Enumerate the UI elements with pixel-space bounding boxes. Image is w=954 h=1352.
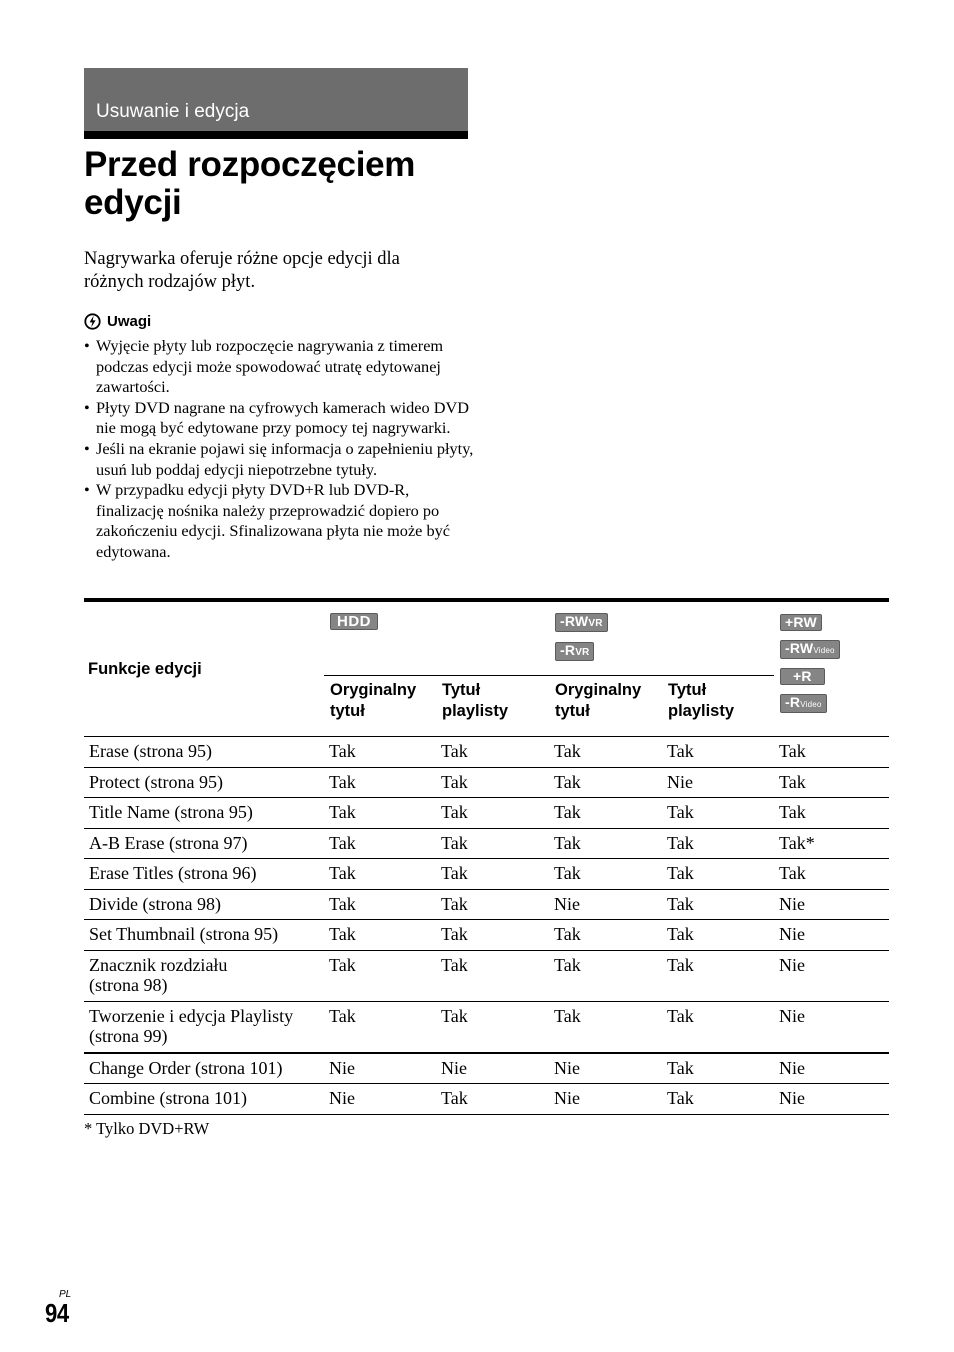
rw-vr-badge: -RWVR xyxy=(555,613,608,632)
hdd-badge: HDD xyxy=(330,613,378,630)
support-cell: Nie xyxy=(549,889,662,920)
support-cell: Tak xyxy=(662,950,774,1001)
table-row xyxy=(84,1053,889,1084)
support-cell: Tak xyxy=(662,1053,774,1084)
note-item: • Jeśli na ekranie pojawi się informacja o zapełnieniu płyty, usuń lub poddaj edycji niepotrzebne tytuły. xyxy=(84,439,474,480)
function-cell: Combine (strona 101) xyxy=(84,1084,324,1115)
editing-functions-table xyxy=(84,598,889,1115)
table-body xyxy=(84,737,889,1115)
hdd-original-title-header: Oryginalny tytuł xyxy=(324,676,436,737)
function-cell: Znacznik rozdziału (strona 98) xyxy=(84,950,324,1001)
support-cell: Tak* xyxy=(774,828,889,859)
footnote: * Tylko DVD+RW xyxy=(84,1119,210,1138)
support-cell: Tak xyxy=(549,828,662,859)
notes-icon xyxy=(84,313,101,330)
support-cell: Tak xyxy=(662,920,774,951)
support-cell: Tak xyxy=(774,737,889,768)
table-row xyxy=(84,767,889,798)
support-cell: Tak xyxy=(436,889,549,920)
r-video-badge: -RVideo xyxy=(780,694,827,713)
function-cell: Tworzenie i edycja Playlisty (strona 99) xyxy=(84,1001,324,1053)
page-title: Przed rozpoczęciem edycji xyxy=(84,145,416,222)
support-cell: Tak xyxy=(436,1084,549,1115)
table-row xyxy=(84,1001,889,1053)
vr-playlist-title-header: Tytuł playlisty xyxy=(662,676,774,737)
page-language: PL xyxy=(59,1289,72,1300)
vr-header xyxy=(549,600,774,676)
support-cell: Tak xyxy=(549,1001,662,1053)
video-header xyxy=(774,600,889,737)
support-cell: Tak xyxy=(324,737,436,768)
vr-original-title-header: Oryginalny tytuł xyxy=(549,676,662,737)
plus-r-badge: +R xyxy=(780,668,825,685)
support-cell: Tak xyxy=(324,767,436,798)
support-cell: Tak xyxy=(549,767,662,798)
support-cell: Tak xyxy=(436,950,549,1001)
support-cell: Tak xyxy=(324,859,436,890)
support-cell: Tak xyxy=(662,1084,774,1115)
table-row xyxy=(84,889,889,920)
intro-text: Nagrywarka oferuje różne opcje edycji dla różnych rodzajów płyt. xyxy=(84,249,400,292)
hdd-header xyxy=(324,600,549,676)
section-rule xyxy=(84,131,468,139)
note-item: • Płyty DVD nagrane na cyfrowych kamerach wideo DVD nie mogą być edytowane przy pomocy tej nagrywarki. xyxy=(84,398,474,439)
table-row xyxy=(84,859,889,890)
function-cell: Erase Titles (strona 96) xyxy=(84,859,324,890)
support-cell: Tak xyxy=(662,859,774,890)
function-cell: Change Order (strona 101) xyxy=(84,1053,324,1084)
table-row xyxy=(84,1084,889,1115)
support-cell: Tak xyxy=(436,920,549,951)
support-cell: Tak xyxy=(549,920,662,951)
table-row xyxy=(84,920,889,951)
support-cell: Nie xyxy=(549,1053,662,1084)
note-item: • W przypadku edycji płyty DVD+R lub DVD-R, finalizację nośnika należy przeprowadzić dopiero po zakończeniu edycji. Sfinalizowana płyta nie może być edytowana. xyxy=(84,480,474,562)
support-cell: Nie xyxy=(774,889,889,920)
section-label: Usuwanie i edycja xyxy=(96,101,250,122)
support-cell: Tak xyxy=(774,767,889,798)
function-cell: Protect (strona 95) xyxy=(84,767,324,798)
support-cell: Tak xyxy=(662,828,774,859)
function-cell: A-B Erase (strona 97) xyxy=(84,828,324,859)
support-cell: Tak xyxy=(324,1001,436,1053)
support-cell: Tak xyxy=(436,737,549,768)
table-row xyxy=(84,950,889,1001)
notes-list xyxy=(84,336,474,563)
support-cell: Nie xyxy=(436,1053,549,1084)
support-cell: Tak xyxy=(774,859,889,890)
support-cell: Nie xyxy=(324,1084,436,1115)
support-cell: Tak xyxy=(549,950,662,1001)
support-cell: Tak xyxy=(662,889,774,920)
support-cell: Tak xyxy=(436,1001,549,1053)
table-row xyxy=(84,828,889,859)
support-cell: Tak xyxy=(774,798,889,829)
support-cell: Nie xyxy=(549,1084,662,1115)
support-cell: Tak xyxy=(324,950,436,1001)
support-cell: Tak xyxy=(662,1001,774,1053)
note-item: • Wyjęcie płyty lub rozpoczęcie nagrywania z timerem podczas edycji może spowodować utratę edytowanej zawartości. xyxy=(84,336,474,398)
function-cell: Erase (strona 95) xyxy=(84,737,324,768)
hdd-playlist-title-header: Tytuł playlisty xyxy=(436,676,549,737)
r-vr-badge: -RVR xyxy=(555,642,594,661)
support-cell: Nie xyxy=(774,950,889,1001)
support-cell: Tak xyxy=(436,798,549,829)
support-cell: Tak xyxy=(324,798,436,829)
rw-video-badge: -RWVideo xyxy=(780,640,840,659)
support-cell: Tak xyxy=(324,828,436,859)
support-cell: Tak xyxy=(436,767,549,798)
support-cell: Nie xyxy=(774,1001,889,1053)
support-cell: Tak xyxy=(436,828,549,859)
support-cell: Tak xyxy=(324,889,436,920)
support-cell: Nie xyxy=(662,767,774,798)
notes-heading-label: Uwagi xyxy=(107,313,152,330)
support-cell: Tak xyxy=(662,798,774,829)
support-cell: Tak xyxy=(436,859,549,890)
plus-rw-badge: +RW xyxy=(780,614,822,631)
notes-heading xyxy=(84,313,151,330)
support-cell: Nie xyxy=(774,1084,889,1115)
table-row xyxy=(84,798,889,829)
section-band xyxy=(84,68,468,131)
support-cell: Tak xyxy=(549,798,662,829)
support-cell: Nie xyxy=(774,920,889,951)
support-cell: Tak xyxy=(549,737,662,768)
support-cell: Nie xyxy=(324,1053,436,1084)
support-cell: Tak xyxy=(549,859,662,890)
function-cell: Title Name (strona 95) xyxy=(84,798,324,829)
page-number: 94 xyxy=(45,1298,69,1328)
table-row xyxy=(84,737,889,768)
function-cell: Divide (strona 98) xyxy=(84,889,324,920)
function-header: Funkcje edycji xyxy=(84,600,324,737)
support-cell: Tak xyxy=(662,737,774,768)
support-cell: Nie xyxy=(774,1053,889,1084)
support-cell: Tak xyxy=(324,920,436,951)
function-cell: Set Thumbnail (strona 95) xyxy=(84,920,324,951)
